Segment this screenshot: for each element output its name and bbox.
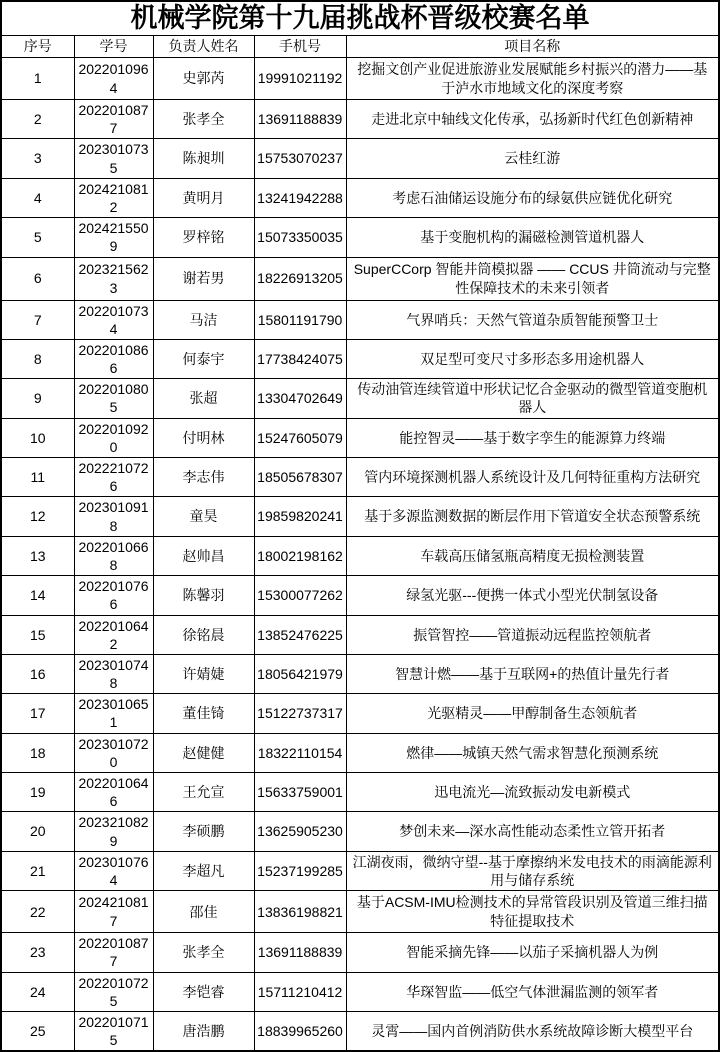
phone-cell: 13691188839 [254,933,346,972]
table-row [1,218,719,257]
table-row [1,615,719,654]
project-name-cell: 燃律——城镇天然气需求智慧化预测系统 [346,733,719,772]
table-row [1,972,719,1011]
student-id-cell: 2022210726 [74,458,153,497]
table-row [1,891,719,933]
table-row [1,654,719,693]
row-index-cell: 23 [1,933,74,972]
row-index-cell: 16 [1,654,74,693]
row-index-cell: 2 [1,100,74,139]
page-title: 机械学院第十九届挑战杯晋级校赛名单 [1,1,719,36]
phone-cell: 13852476225 [254,615,346,654]
row-index-cell: 1 [1,58,74,100]
project-name-cell: 气界哨兵：天然气管道杂质智能预警卫士 [346,300,719,339]
student-id-cell: 2022010866 [74,339,153,378]
leader-name-cell: 付明林 [153,418,254,457]
table-row [1,458,719,497]
row-index-cell: 3 [1,139,74,178]
phone-cell: 13241942288 [254,178,346,217]
header-index: 序号 [1,36,74,58]
project-name-cell: 传动油管连续管道中形状记忆合金驱动的微型管道变胞机器人 [346,379,719,418]
student-id-cell: 2022010668 [74,536,153,575]
student-id-cell: 2024215509 [74,218,153,257]
leader-name-cell: 邵佳 [153,891,254,933]
table-row [1,536,719,575]
phone-cell: 15633759001 [254,773,346,812]
project-name-cell: 光驱精灵——甲醇制备生态领航者 [346,694,719,733]
student-id-cell: 2022010646 [74,773,153,812]
row-index-cell: 7 [1,300,74,339]
table-row [1,257,719,300]
leader-name-cell: 陈馨羽 [153,576,254,615]
table-row [1,379,719,418]
table-row [1,694,719,733]
student-id-cell: 2022010766 [74,576,153,615]
row-index-cell: 18 [1,733,74,772]
row-index-cell: 6 [1,257,74,300]
student-id-cell: 2023010720 [74,733,153,772]
table-row [1,178,719,217]
project-name-cell: 考虑石油储运设施分布的绿氨供应链优化研究 [346,178,719,217]
student-id-cell: 2022010642 [74,615,153,654]
leader-name-cell: 张孝全 [153,933,254,972]
project-name-cell: 江湖夜雨，微纳守望--基于摩擦纳米发电技术的雨滴能源利用与储存系统 [346,851,719,890]
table-header-row [1,36,719,58]
phone-cell: 15247605079 [254,418,346,457]
leader-name-cell: 徐铭晨 [153,615,254,654]
leader-name-cell: 马洁 [153,300,254,339]
phone-cell: 13836198821 [254,891,346,933]
leader-name-cell: 许婧婕 [153,654,254,693]
table-row [1,576,719,615]
student-id-cell: 2022010964 [74,58,153,100]
phone-cell: 15122737317 [254,694,346,733]
row-index-cell: 17 [1,694,74,733]
leader-name-cell: 张超 [153,379,254,418]
project-name-cell: 智慧计燃——基于互联网+的热值计量先行者 [346,654,719,693]
student-id-cell: 2022010877 [74,100,153,139]
project-name-cell: 基于多源监测数据的断层作用下管道安全状态预警系统 [346,497,719,536]
leader-name-cell: 唐浩鹏 [153,1011,254,1051]
phone-cell: 13625905230 [254,812,346,851]
project-name-cell: 智能采摘先锋——以茄子采摘机器人为例 [346,933,719,972]
leader-name-cell: 李志伟 [153,458,254,497]
leader-name-cell: 李超凡 [153,851,254,890]
row-index-cell: 24 [1,972,74,1011]
row-index-cell: 20 [1,812,74,851]
phone-cell: 17738424075 [254,339,346,378]
student-id-cell: 2023215623 [74,257,153,300]
header-phone: 手机号 [254,36,346,58]
project-name-cell: 基于变胞机构的漏磁检测管道机器人 [346,218,719,257]
student-id-cell: 2023010764 [74,851,153,890]
phone-cell: 19991021192 [254,58,346,100]
phone-cell: 18839965260 [254,1011,346,1051]
table-row [1,300,719,339]
project-name-cell: 走进北京中轴线文化传承，弘扬新时代红色创新精神 [346,100,719,139]
student-id-cell: 2022010920 [74,418,153,457]
row-index-cell: 21 [1,851,74,890]
project-name-cell: 管内环境探测机器人系统设计及几何特征重构方法研究 [346,458,719,497]
table-row [1,812,719,851]
phone-cell: 15300077262 [254,576,346,615]
table-row [1,733,719,772]
student-id-cell: 2022010734 [74,300,153,339]
leader-name-cell: 张孝全 [153,100,254,139]
project-name-cell: 基于ACSM-IMU检测技术的异常管段识别及管道三维扫描特征提取技术 [346,891,719,933]
phone-cell: 13691188839 [254,100,346,139]
row-index-cell: 22 [1,891,74,933]
table-row [1,773,719,812]
leader-name-cell: 李硕鹏 [153,812,254,851]
leader-name-cell: 李铠睿 [153,972,254,1011]
project-name-cell: 华琛智监——低空气体泄漏监测的领军者 [346,972,719,1011]
leader-name-cell: 罗梓铭 [153,218,254,257]
header-project-name: 项目名称 [346,36,719,58]
row-index-cell: 15 [1,615,74,654]
project-name-cell: 能控智灵——基于数字孪生的能源算力终端 [346,418,719,457]
leader-name-cell: 陈昶圳 [153,139,254,178]
table-row [1,58,719,100]
phone-cell: 18002198162 [254,536,346,575]
phone-cell: 18505678307 [254,458,346,497]
table-row [1,418,719,457]
student-id-cell: 2023010748 [74,654,153,693]
phone-cell: 15073350035 [254,218,346,257]
student-id-cell: 2022010725 [74,972,153,1011]
leader-name-cell: 童昊 [153,497,254,536]
table-row [1,933,719,972]
phone-cell: 13304702649 [254,379,346,418]
student-id-cell: 2022010715 [74,1011,153,1051]
project-name-cell: 云桂红游 [346,139,719,178]
row-index-cell: 9 [1,379,74,418]
table-row [1,497,719,536]
title-row [1,1,719,36]
row-index-cell: 8 [1,339,74,378]
project-name-cell: 车载高压储氢瓶高精度无损检测装置 [346,536,719,575]
project-name-cell: SuperCCorp 智能井筒模拟器 —— CCUS 井筒流动与完整性保障技术的未来引领者 [346,257,719,300]
phone-cell: 18056421979 [254,654,346,693]
row-index-cell: 14 [1,576,74,615]
project-name-cell: 双足型可变尺寸多形态多用途机器人 [346,339,719,378]
leader-name-cell: 王允宣 [153,773,254,812]
row-index-cell: 19 [1,773,74,812]
student-id-cell: 2022010877 [74,933,153,972]
student-id-cell: 2024210812 [74,178,153,217]
project-name-cell: 梦创未来—深水高性能动态柔性立管开拓者 [346,812,719,851]
student-id-cell: 2023010651 [74,694,153,733]
project-name-cell: 灵霄——国内首例消防供水系统故障诊断大模型平台 [346,1011,719,1051]
phone-cell: 18226913205 [254,257,346,300]
table-row [1,851,719,890]
phone-cell: 15801191790 [254,300,346,339]
phone-cell: 15711210412 [254,972,346,1011]
project-name-cell: 迅电流光—流致振动发电新模式 [346,773,719,812]
row-index-cell: 11 [1,458,74,497]
phone-cell: 18322110154 [254,733,346,772]
leader-name-cell: 赵帅昌 [153,536,254,575]
student-id-cell: 2023010735 [74,139,153,178]
leader-name-cell: 董佳锜 [153,694,254,733]
leader-name-cell: 何泰宇 [153,339,254,378]
phone-cell: 15753070237 [254,139,346,178]
student-id-cell: 2023010918 [74,497,153,536]
project-name-cell: 振管智控——管道振动远程监控领航者 [346,615,719,654]
table-row [1,339,719,378]
table-row [1,1011,719,1051]
phone-cell: 19859820241 [254,497,346,536]
project-name-cell: 绿氢光驱---便携一体式小型光伏制氢设备 [346,576,719,615]
table-body [1,58,719,1052]
student-id-cell: 2023210829 [74,812,153,851]
leader-name-cell: 黄明月 [153,178,254,217]
phone-cell: 15237199285 [254,851,346,890]
student-id-cell: 2022010805 [74,379,153,418]
row-index-cell: 13 [1,536,74,575]
student-id-cell: 2024210817 [74,891,153,933]
row-index-cell: 25 [1,1011,74,1051]
row-index-cell: 4 [1,178,74,217]
project-name-cell: 挖掘文创产业促进旅游业发展赋能乡村振兴的潜力——基于泸水市地域文化的深度考察 [346,58,719,100]
header-student-id: 学号 [74,36,153,58]
table-row [1,100,719,139]
leader-name-cell: 谢若男 [153,257,254,300]
header-leader-name: 负责人姓名 [153,36,254,58]
leader-name-cell: 史郭芮 [153,58,254,100]
row-index-cell: 12 [1,497,74,536]
table-row [1,139,719,178]
leader-name-cell: 赵健健 [153,733,254,772]
row-index-cell: 10 [1,418,74,457]
row-index-cell: 5 [1,218,74,257]
